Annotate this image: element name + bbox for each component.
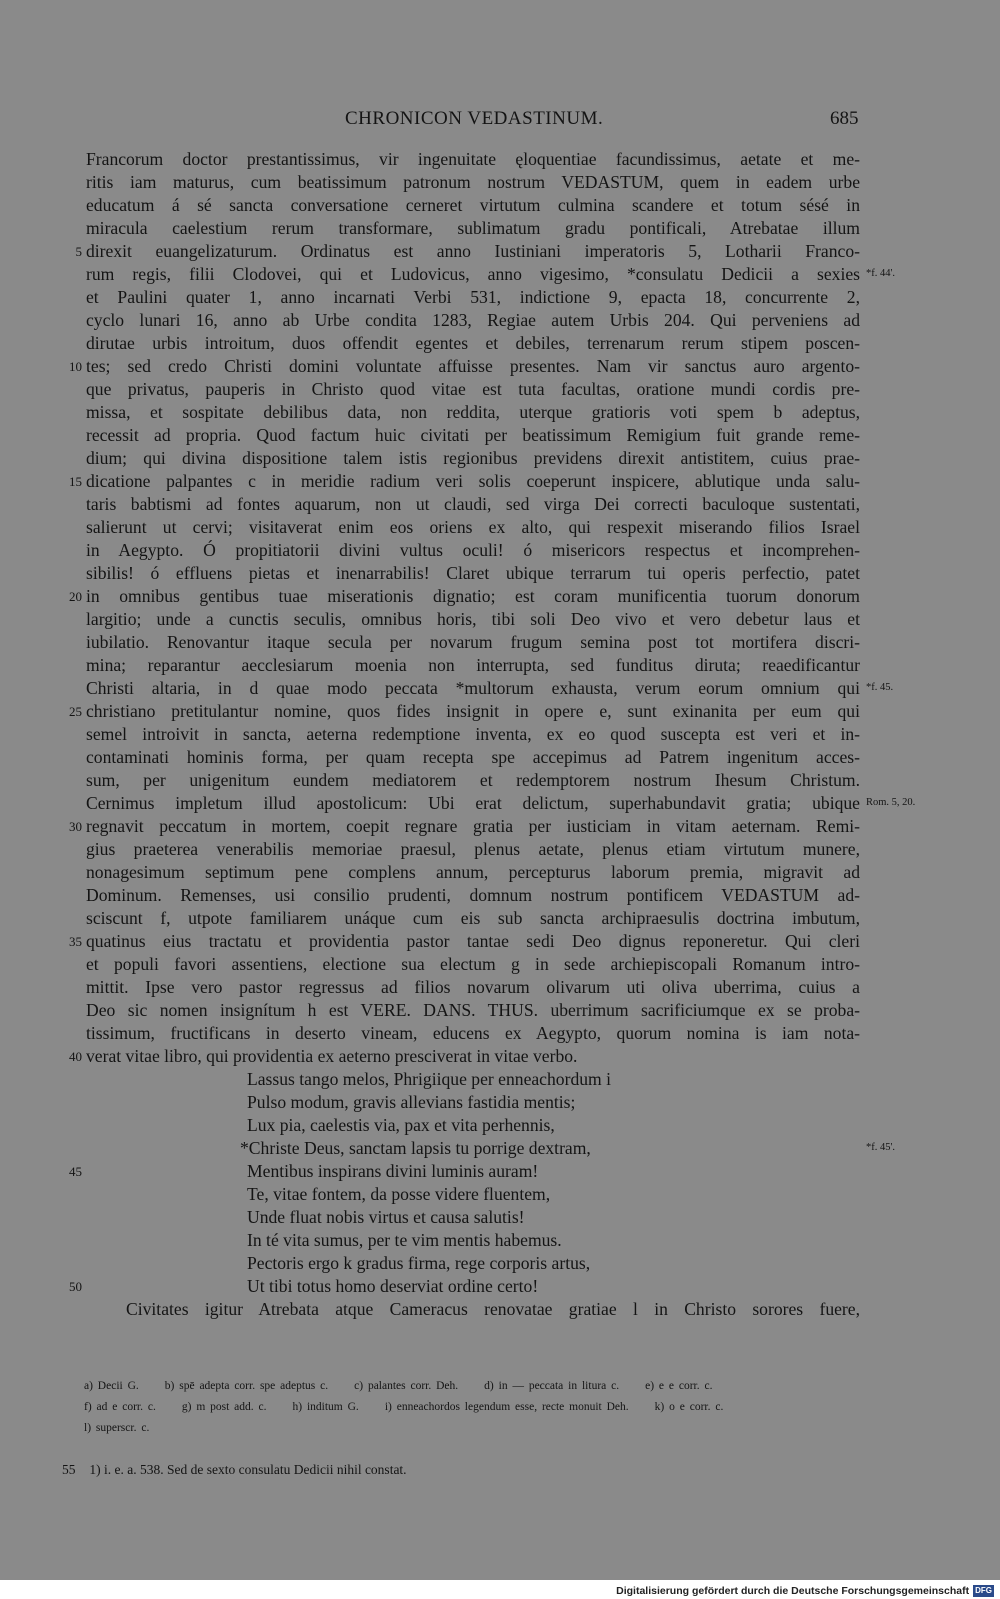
line-text: miracula caelestium rerum transformare, sublimatum gradu pontificali, Atrebatae illum <box>86 218 860 238</box>
text-line <box>0 608 1000 631</box>
text-line <box>0 148 1000 171</box>
line-text: rum regis, filii Clodovei, qui et Ludovicus, anno vigesimo, *consulatu Dedicii a sexies <box>86 264 860 284</box>
line-text: que privatus, pauperis in Christo quod vitae est tuta facultas, oratione mundi cordis pre- <box>86 379 860 399</box>
line-number: 40 <box>69 1049 82 1064</box>
digitization-credit <box>616 1585 994 1597</box>
text-line <box>0 493 1000 516</box>
margin-note: *f. 45'. <box>866 1142 896 1153</box>
text-line <box>0 884 1000 907</box>
text-line <box>0 930 1000 953</box>
text-line <box>0 263 1000 286</box>
text-line <box>0 562 1000 585</box>
text-line <box>0 1275 1000 1298</box>
footnote: l) superscr. c. <box>84 1422 150 1434</box>
line-text: Pulso modum, gravis allevians fastidia mentis; <box>247 1092 576 1112</box>
text-line <box>0 171 1000 194</box>
line-text: mina; reparantur aecclesiarum moenia non interrupta, sed funditus diruta; reaedificantur <box>86 655 860 675</box>
line-text: iubilatio. Renovantur itaque secula per novarum frugum semina post tot mortifera discri- <box>86 632 860 652</box>
text-line <box>0 217 1000 240</box>
line-text: dicatione palpantes c in meridie radium veri solis coeperunt inspicere, ablutique unda salu- <box>86 471 860 491</box>
line-text: quatinus eius tractatu et providentia pastor tantae sedi Deo dignus reponeretur. Qui cleri <box>86 931 860 951</box>
line-text: ritis iam maturus, cum beatissimum patronum nostrum VEDASTUM, quem in eadem urbe <box>86 172 860 192</box>
text-line <box>0 1160 1000 1183</box>
text-line <box>0 539 1000 562</box>
text-line <box>0 999 1000 1022</box>
line-text: dium; qui divina dispositione talem istis regionibus previdens direxit antistitem, cuius prae- <box>86 448 860 468</box>
text-line <box>0 1252 1000 1275</box>
line-text: Deo sic nomen insignítum h est VERE. DANS. THUS. uberrimum sacrificiumque ex se proba- <box>86 1000 860 1020</box>
line-text: gius praeterea venerabilis memoriae praesul, plenus aetate, plenus etiam virtutum munere, <box>86 839 860 859</box>
page-number: 685 <box>830 108 859 129</box>
text-line <box>0 1206 1000 1229</box>
line-text: regnavit peccatum in mortem, coepit regnare gratia per iusticiam in vitam aeternam. Remi- <box>86 816 860 836</box>
text-line <box>0 355 1000 378</box>
footnote: i) enneachordos legendum esse, recte monuit Deh. <box>384 1401 629 1413</box>
credit-text: Digitalisierung gefördert durch die Deutsche Forschungsgemeinschaft <box>616 1585 970 1597</box>
line-text: Francorum doctor prestantissimus, vir ingenuitate ęloquentiae facundissimus, aetate et me- <box>86 149 860 169</box>
line-text: sibilis! ó effluens pietas et inenarrabilis! Claret ubique terrarum tui operis perfectio, patet <box>86 563 860 583</box>
footnote: k) o e corr. c. <box>654 1401 724 1413</box>
footnote: g) m post add. c. <box>181 1401 267 1413</box>
line-text: Mentibus inspirans divini luminis auram! <box>247 1161 539 1181</box>
text-line <box>0 769 1000 792</box>
footnote: b) spē adepta corr. spe adeptus c. <box>164 1380 329 1392</box>
endnote <box>62 1462 407 1478</box>
text-line <box>0 1183 1000 1206</box>
margin-note: *f. 44'. <box>866 268 896 279</box>
margin-note: Rom. 5, 20. <box>866 797 916 808</box>
footnote-line <box>84 1401 864 1422</box>
line-text: *Christe Deus, sanctam lapsis tu porrige dextram, <box>240 1138 591 1158</box>
endnote-text: 1) i. e. a. 538. Sed de sexto consulatu Dedicii nihil constat. <box>89 1462 407 1477</box>
text-line <box>0 1114 1000 1137</box>
line-text: in Aegypto. Ó propitiatorii divini vultus oculi! ó misericors respectus et incomprehen- <box>86 540 860 560</box>
text-line <box>0 976 1000 999</box>
line-text: largitio; unde a cunctis seculis, omnibus horis, tibi soli Deo vivo et vero debetur laus et <box>86 609 860 629</box>
line-text: Civitates igitur Atrebata atque Cameracus renovatae gratiae l in Christo sorores fuere, <box>126 1299 860 1319</box>
line-text: missa, et sospitate debilibus data, non reddita, uterque gratioris voti spem b adeptus, <box>86 402 860 422</box>
text-line <box>0 1229 1000 1252</box>
text-line <box>0 378 1000 401</box>
line-number: 5 <box>75 244 82 259</box>
line-number: 50 <box>69 1279 82 1294</box>
line-number: 15 <box>69 474 82 489</box>
text-line <box>0 1022 1000 1045</box>
text-line <box>0 401 1000 424</box>
footnote: h) inditum G. <box>292 1401 359 1413</box>
line-text: Te, vitae fontem, da posse videre fluentem, <box>247 1184 551 1204</box>
line-text: recessit ad propria. Quod factum huic civitati per beatissimum Remigium fuit grande reme- <box>86 425 860 445</box>
line-text: dirutae urbis introitum, duos offendit egentes et debiles, terrenarum rerum stipem poscen- <box>86 333 860 353</box>
line-text: Lux pia, caelestis via, pax et vita perhennis, <box>247 1115 555 1135</box>
text-line <box>0 1137 1000 1160</box>
text-line <box>0 286 1000 309</box>
footnote: c) palantes corr. Deh. <box>354 1380 459 1392</box>
line-text: in omnibus gentibus tuae miserationis dignatio; est coram munificentia tuorum donorum <box>86 586 860 606</box>
text-line <box>0 1045 1000 1068</box>
text-line <box>0 861 1000 884</box>
line-text: et populi favori assentiens, electione sua electum g in sede archiepiscopali Romanum intro- <box>86 954 860 974</box>
line-text: semel introivit in sancta, aeterna redemptione inventa, ex eo quod suscepta est veri et in- <box>86 724 860 744</box>
text-line <box>0 654 1000 677</box>
line-text: contaminati hominis forma, per quam recepta spe accepimus ad Patrem ingenitum acces- <box>86 747 860 767</box>
line-text: verat vitae libro, qui providentia ex aeterno presciverat in vitae verbo. <box>86 1046 578 1066</box>
text-line <box>0 1298 1000 1321</box>
text-line <box>0 332 1000 355</box>
line-text: In té vita sumus, per te vim mentis habemus. <box>247 1230 562 1250</box>
line-text: direxit euangelizaturum. Ordinatus est anno Iustiniani imperatoris 5, Lotharii Franco- <box>86 241 860 261</box>
line-text: taris babtismi ad fontes aquarum, non ut claudi, sed virga Dei correcti baculoque sustentati, <box>86 494 860 514</box>
text-line <box>0 953 1000 976</box>
footnote: d) in — peccata in litura c. <box>484 1380 620 1392</box>
footnotes <box>84 1380 864 1443</box>
line-text: cyclo lunari 16, anno ab Urbe condita 1283, Regiae autem Urbis 204. Qui perveniens ad <box>86 310 860 330</box>
line-text: Lassus tango melos, Phrigiique per enneachordum i <box>247 1069 612 1089</box>
footnote-line <box>84 1422 864 1443</box>
text-line <box>0 746 1000 769</box>
line-text: Cernimus impletum illud apostolicum: Ubi erat delictum, superhabundavit gratia; ubique <box>86 793 860 813</box>
line-text: Ut tibi totus homo deserviat ordine certo! <box>247 1276 539 1296</box>
text-line <box>0 792 1000 815</box>
line-number: 10 <box>69 359 82 374</box>
line-number: 20 <box>69 589 82 604</box>
footnote: f) ad e corr. c. <box>84 1401 156 1413</box>
footnote: e) e e corr. c. <box>645 1380 713 1392</box>
text-line <box>0 516 1000 539</box>
text-line <box>0 677 1000 700</box>
line-text: Dominum. Remenses, usi consilio prudenti, domnum nostrum pontificem VEDASTUM ad- <box>86 885 860 905</box>
line-text: sum, per unigenitum eundem mediatorem et redemptorem nostrum Ihesum Christum. <box>86 770 860 790</box>
line-text: sciscunt f, utpote familiarem unáque cum eis sub sancta archipraesulis doctrina imbutum, <box>86 908 860 928</box>
line-text: tes; sed credo Christi domini voluntate affuisse presentes. Nam vir sanctus auro argento- <box>86 356 860 376</box>
footnote-line <box>84 1380 864 1401</box>
text-line <box>0 447 1000 470</box>
text-line <box>0 631 1000 654</box>
text-line <box>0 1068 1000 1091</box>
margin-note: *f. 45. <box>866 682 894 693</box>
line-text: mittit. Ipse vero pastor regressus ad filios novarum olivarum uti oliva uberrima, cuius a <box>86 977 860 997</box>
line-text: et Paulini quater 1, anno incarnati Verbi 531, indictione 9, epacta 18, concurrente 2, <box>86 287 860 307</box>
line-text: Unde fluat nobis virtus et causa salutis! <box>247 1207 525 1227</box>
page-header <box>0 108 1000 138</box>
line-text: tissimum, fructificans in deserto vineam, educens ex Aegypto, quorum nomina is iam nota- <box>86 1023 860 1043</box>
text-line <box>0 1091 1000 1114</box>
line-number: 35 <box>69 934 82 949</box>
line-text: Christi altaria, in d quae modo peccata *multorum exhausta, verum eorum omnium qui <box>86 678 860 698</box>
text-line <box>0 838 1000 861</box>
endnote-line-number: 55 <box>62 1462 76 1477</box>
line-text: Pectoris ergo k gradus firma, rege corporis artus, <box>247 1253 591 1273</box>
dfg-logo: DFG <box>975 1586 992 1595</box>
text-line <box>0 907 1000 930</box>
text-line <box>0 194 1000 217</box>
text-line <box>0 585 1000 608</box>
text-line <box>0 424 1000 447</box>
line-number: 25 <box>69 704 82 719</box>
line-text: christiano pretitulantur nomine, quos fides insignit in opere e, sunt exinanita per eum qui <box>86 701 860 721</box>
text-line <box>0 723 1000 746</box>
line-number: 45 <box>69 1164 82 1179</box>
line-text: salierunt ut cervi; visitaverat enim eos oriens ex alto, qui respexit miserando filios Israel <box>86 517 860 537</box>
text-line <box>0 309 1000 332</box>
text-line <box>0 815 1000 838</box>
line-text: nonagesimum septimum pene complens annum, percepturus laborum premia, migravit ad <box>86 862 860 882</box>
text-line <box>0 700 1000 723</box>
text-line <box>0 470 1000 493</box>
line-text: educatum á sé sancta conversatione cerneret virtutum culmina scandere et totum sésé in <box>86 195 860 215</box>
running-title: CHRONICON VEDASTINUM. <box>345 108 604 129</box>
text-line <box>0 240 1000 263</box>
line-number: 30 <box>69 819 82 834</box>
footnote: a) Decii G. <box>84 1380 139 1392</box>
